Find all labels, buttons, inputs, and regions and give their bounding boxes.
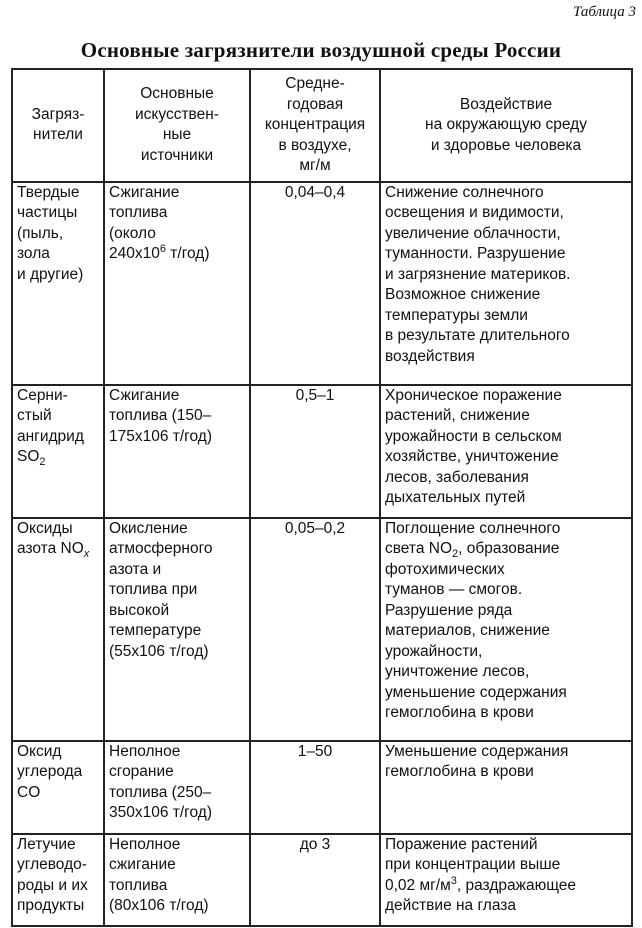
pollutant-cell: Оксиды азота $NO_x$ [12,518,104,741]
table-title: Основные загрязнители воздушной среды России [80,38,562,62]
effect-cell: Поглощение солнечного света $NO_2$, образование фотохимических туманов — смогов. Разрушение ряда материалов, снижение урожайности, уничтожение лесов, уменьшение содержания гемоглобина в крови [380,518,632,741]
table-header-row [12,69,632,182]
source-cell: Сжигание топлива (150– 175х106 т/год) [104,385,250,518]
source-cell: Неполное сжигание топлива (80х106 т/год) [104,834,250,926]
effect-cell: Хроническое поражение растений, снижение урожайности в сельском хозяйстве, уничтожение лесов, заболевания дыхательных путей [380,385,632,518]
header-sources: Основные искусствен- ные источники [104,69,250,182]
effect-cell: Поражение растений при концентрации выше 0,02 $мг/м^3$, раздражающее действие на глаза [380,834,632,926]
pollutant-cell: Оксид углерода CO [12,741,104,834]
concentration-cell: до 3 [250,834,380,926]
source-cell: Сжигание топлива (около $240х10^6$ т/год) [104,182,250,385]
header-concentration: Средне- годовая концентрация в воздухе, мг/м [250,69,380,182]
concentration-cell: 1–50 [250,741,380,834]
pollutant-cell: Твердые частицы (пыль, зола и другие) [12,182,104,385]
source-cell: Неполное сгорание топлива (250– 350х106 т/год) [104,741,250,834]
pollutant-cell: Серни- стый ангидрид $SO_2$ [12,385,104,518]
table-row [12,834,632,926]
table-row [12,741,632,834]
pollutant-cell: Летучие углеводо- роды и их продукты [12,834,104,926]
header-effect: Воздействие на окружающую среду и здоровье человека [380,69,632,182]
concentration-cell: 0,5–1 [250,385,380,518]
concentration-cell: 0,05–0,2 [250,518,380,741]
table-row [12,182,632,385]
table-row [12,385,632,518]
source-cell: Окисление атмосферного азота и топлива при высокой температуре (55х106 т/год) [104,518,250,741]
effect-cell: Уменьшение содержания гемоглобина в крови [380,741,632,834]
pollutants-table [11,68,633,927]
effect-cell: Снижение солнечного освещения и видимости, увеличение облачности, туманности. Разрушение и загрязнение материков. Возможное снижение температуры земли в результате длительного воздействия [380,182,632,385]
concentration-cell: 0,04–0,4 [250,182,380,385]
table-row [12,518,632,741]
header-pollutants: Загряз- нители [12,69,104,182]
table-number: Таблица 3 [573,4,636,20]
